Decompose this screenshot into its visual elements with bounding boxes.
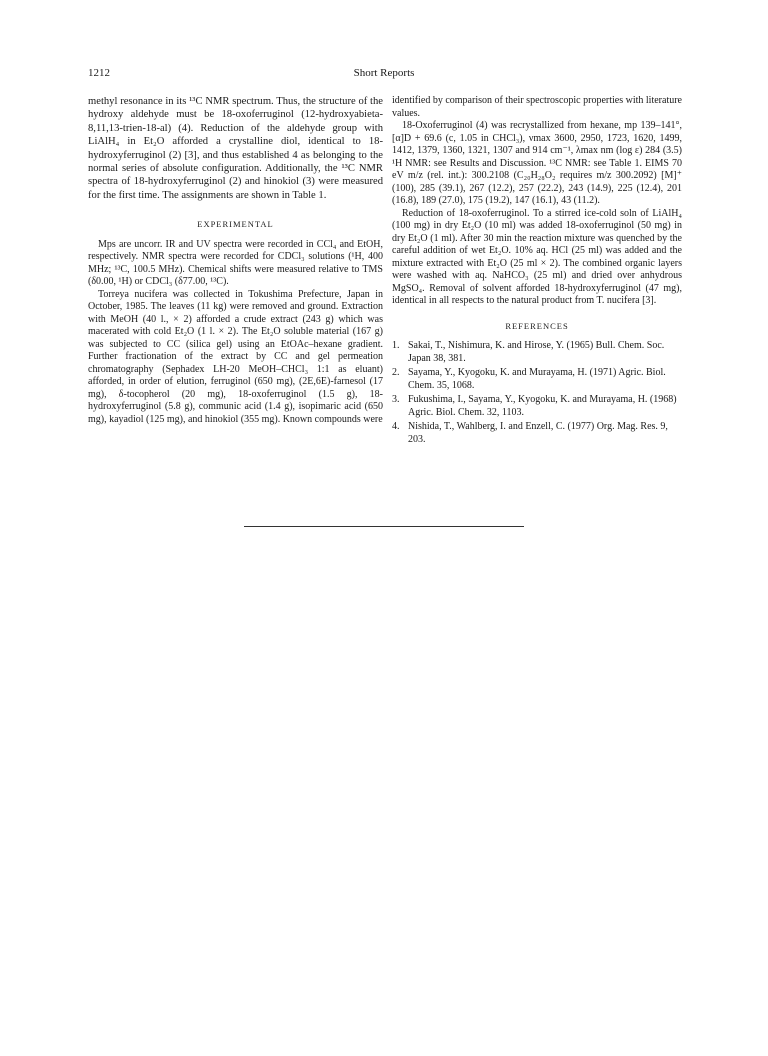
reference-item: [392, 340, 682, 365]
oxoferruginol-paragraph: 18-Oxoferruginol (4) was recrystallized from hexane, mp 139–141°, [α]D + 69.6 (c, 1.05 in CHCl₃), νmax 3600, 2950, 1723, 1620, 1499, 1412, 1379, 1360, 1321, 1307 and 914 cm⁻¹, λmax nm (log ε) 284 (3.5) ¹H NMR: see Results and Discussion. ¹³C NMR: see Table 1. EIMS 70 eV m/z (rel. int.): 300.2108 (C₂₀H₂₈O₂ requires m/z 300.2092) [M]⁺ (100), 285 (39.1), 267 (12.2), 257 (22.2), 243 (14.9), 225 (12.4), 201 (16.8), 189 (27.0), 175 (19.2), 147 (16.1), 43 (11.2).: [392, 120, 682, 206]
reference-text: Nishida, T., Wahlberg, I. and Enzell, C. (1977) Org. Mag. Res. 9, 203.: [408, 421, 668, 445]
reference-number: 2.: [392, 367, 400, 378]
experimental-paragraph-1: Mps are uncorr. IR and UV spectra were recorded in CCl₄ and EtOH, respectively. NMR spectra were recorded for CDCl₃ solutions (¹H, 400 MHz; ¹³C, 100.5 MHz). Chemical shifts were measured relative to TMS (δ0.00, ¹H) or CDCl₃ (δ77.00, ¹³C).: [88, 238, 383, 288]
reference-item: [392, 421, 682, 446]
reference-list: [392, 340, 682, 446]
reference-item: [392, 367, 682, 392]
end-rule: [244, 526, 524, 527]
right-column: [392, 95, 682, 448]
experimental-paragraph-2: Torreya nucifera was collected in Tokushima Prefecture, Japan in October, 1985. The leaves (11 kg) were removed and ground. Extraction with MeOH (40 l., × 2) afforded a crude extract (243 g) which was macerated with cold Et₂O (1 l. × 2). The Et₂O soluble material (167 g) was subjected to CC (silica gel) using an EtOAc–hexane gradient. Further fractionation of the extract by CC and gel permeation chromatography (Sephadex LH-20 MeOH–CHCl₃ 1:1 as eluant) afforded, in order of elution, ferruginol (650 mg), (2E,6E)-farnesol (17 mg), δ-tocopherol (20 mg), 18-oxoferruginol (1.5 g), 18-hydroxyferruginol (5.8 g), communic acid (1.4 g), isopimaric acid (650 mg), kayadiol (125 mg), and hinokiol (355 mg). Known compounds were: [88, 288, 383, 425]
reference-text: Fukushima, I., Sayama, Y., Kyogoku, K. and Murayama, H. (1968) Agric. Biol. Chem. 32, 1103.: [408, 394, 677, 418]
experimental-heading: EXPERIMENTAL: [197, 219, 274, 230]
reference-number: 3.: [392, 394, 400, 405]
running-head: Short Reports: [353, 67, 415, 79]
references-heading: REFERENCES: [505, 320, 569, 331]
intro-paragraph: methyl resonance in its ¹³C NMR spectrum. Thus, the structure of the hydroxy aldehyde must be 18-oxoferruginol (12-hydroxyabieta-8,11,13-trien-18-al) (4). Reduction of the aldehyde group with LiAlH₄ in Et₂O afforded a crystalline diol, identical to 18-hydroxyferruginol (2) [3], and thus established 4 as belonging to the normal series of absolute configuration. Additionally, the ¹³C NMR spectra of 18-hydroxyferruginol (2) and hinokiol (3) were measured for the first time. The assignments are shown in Table 1.: [88, 96, 383, 201]
reference-item: [392, 394, 682, 419]
left-column: [88, 95, 383, 426]
reference-text: Sayama, Y., Kyogoku, K. and Murayama, H. (1971) Agric. Biol. Chem. 35, 1068.: [408, 367, 666, 391]
reference-number: 4.: [392, 421, 400, 432]
reduction-paragraph: Reduction of 18-oxoferruginol. To a stirred ice-cold soln of LiAlH₄ (100 mg) in dry Et₂O (10 ml) was added 18-oxoferruginol (50 mg) in dry Et₂O (1 ml). After 30 min the reaction mixture was quenched by the careful addition of wet Et₂O. 10% aq. HCl (25 ml) was added and the mixture extracted with Et₂O (25 ml × 2). The combined organic layers were washed with aq. NaHCO₃ (25 ml) and dried over anhydrous MgSO₄. Removal of solvent afforded 18-hydroxyferruginol (47 mg), identical in all respects to the natural product from T. nucifera [3].: [392, 207, 682, 306]
reference-number: 1.: [392, 340, 400, 351]
continuation-paragraph: identified by comparison of their spectroscopic properties with literature values.: [392, 95, 682, 119]
page-number: 1212: [88, 67, 110, 79]
reference-text: Sakai, T., Nishimura, K. and Hirose, Y. (1965) Bull. Chem. Soc. Japan 38, 381.: [408, 340, 665, 364]
